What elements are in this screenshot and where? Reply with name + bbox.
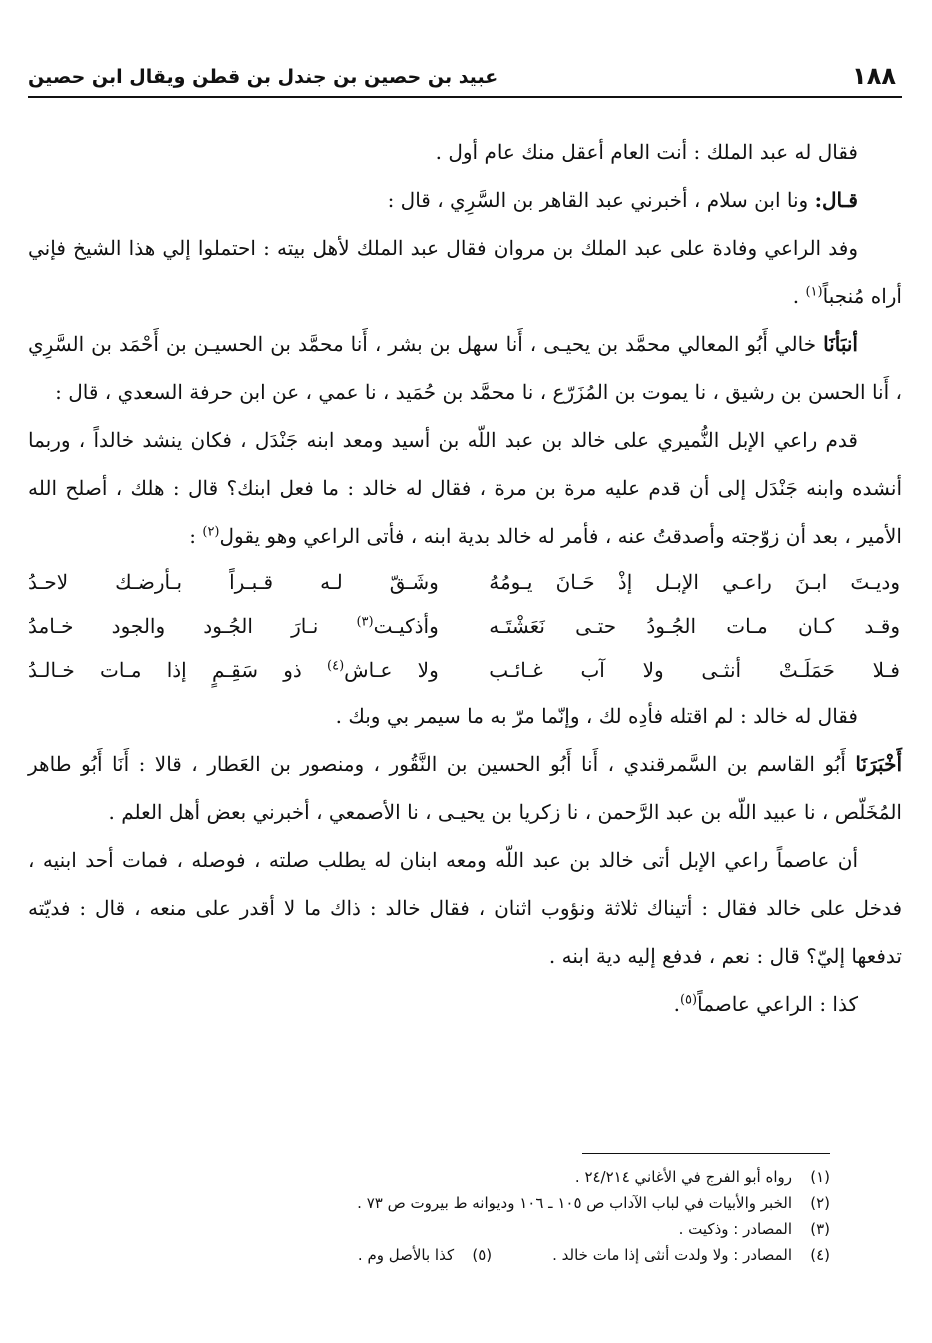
footnote-divider (582, 1153, 830, 1154)
paragraph-text: : (189, 524, 203, 548)
footnote-number: (٣) (810, 1220, 830, 1238)
paragraph (28, 176, 902, 224)
verse-first-hemistich: وقـد كـان مـات الجُـودُ حتـى نَعَشْتَـه (489, 614, 900, 638)
paragraph (28, 836, 902, 980)
paragraph (28, 224, 902, 320)
paragraph-text: خالي أَبُو المعالي محمَّد بن يحيـى ، أَنا سهل بن بشر ، أَنا محمَّد بن الحسيـن بن أَحْمَد بن السَّرِي ، أَنا الحسن بن رشيق ، نا يموت بن المُزَرّع ، نا محمَّد بن حُمَيد ، نا عمي ، عن ابن حرفة السعدي ، قال : (28, 332, 902, 404)
footnote (552, 1242, 830, 1268)
poem-verse (28, 648, 902, 692)
paragraph-text: كذا : الراعي عاصماً (697, 992, 858, 1016)
paragraph-text: قدم راعي الإبل النُّميري على خالد بن عبد اللّه بن أسيد ومعد ابنه جَنْدَل ، فكان ينشد خالداً ، وربما أنشده وابنه جَنْدَل إلى أن قدم عليه مرة بن مرة ، فقال له خالد : ما فعل ابنك؟ قال : هلك ، أصلح الله الأمير ، بعد أن زوّجته وأصدقتُ عنه ، فأمر له خالد بدية ابنه ، فأتى الراعي وهو يقول (28, 428, 902, 548)
narration-lead: أَخْبَرَنَا (855, 752, 902, 776)
footnote-marker: (٢) (202, 524, 220, 540)
footnote (358, 1242, 492, 1268)
footnotes (28, 1164, 830, 1268)
verse-second-hemistich (28, 604, 439, 648)
main-text (28, 128, 902, 1028)
footnote-marker: (٥) (679, 992, 698, 1008)
footnote-row (28, 1242, 830, 1268)
narration-lead: أنبَأنَا (823, 332, 858, 356)
footnote-text: المصادر : وذكيت . (678, 1220, 792, 1238)
verse-first-hemistich: فـلا حَمَلَـتْ أنثـى ولا آب غـائـب (489, 658, 900, 682)
footnote-number: (٤) (810, 1246, 830, 1264)
paragraph (28, 320, 902, 416)
paragraph-text: أَبُو القاسم بن السَّمرقندي ، أَنا أَبُو الحسين بن النَّقُور ، ومنصور بن العَطار ، قالا : أَنَا أَبُو طاهر المُخَلّص ، نا عبيد اللّه بن عبد الرَّحمن ، نا زكريا بن يحيـى ، نا الأصمعي ، أخبرني بعض أهل العلم . (28, 752, 902, 824)
paragraph-text: . (792, 284, 806, 308)
paragraph (28, 128, 902, 176)
paragraph (28, 740, 902, 836)
paragraph-text: . (673, 992, 680, 1016)
footnote-text: رواه أبو الفرج في الأغاني ٢٤/٢١٤ . (574, 1168, 792, 1186)
footnote (28, 1216, 830, 1242)
paragraph-text: فقال له عبد الملك : أنت العام أعقل منك عام أول . (435, 140, 858, 164)
poem-verse (28, 604, 902, 648)
hemistich-text: نـارَ الجُـود والجود خـامدُ (28, 614, 357, 638)
narration-lead: قـال: (814, 188, 858, 212)
footnote (28, 1190, 830, 1216)
hemistich-text: وأذكيـت (373, 614, 439, 638)
poem (28, 560, 902, 692)
verse-second-hemistich: وشَـقّ لـه قـبـراً بـأرضـك لاحـدُ (28, 570, 439, 594)
footnote-marker: (٤) (327, 658, 345, 674)
hemistich-text: ولا عـاش (344, 658, 439, 682)
footnote-number: (٥) (472, 1246, 493, 1264)
paragraph (28, 980, 902, 1028)
page-number: ١٨٨ (852, 62, 896, 90)
hemistich-text: ذو سَقِـمٍ إذا مـات خـالـدُ (28, 658, 328, 682)
footnote (28, 1164, 830, 1190)
footnote-text: الخبر والأبيات في لباب الآداب ص ١٠٥ ـ ١٠٦ وديوانه ط بيروت ص ٧٣ . (357, 1194, 792, 1212)
footnote-number: (٢) (810, 1194, 830, 1212)
footnote-text: كذا بالأصل وم . (357, 1246, 455, 1264)
footnote-number: (١) (810, 1168, 830, 1186)
footnote-marker: (١) (805, 284, 823, 300)
paragraph (28, 692, 902, 740)
paragraph-text: فقال له خالد : لم اقتله فأدِه لك ، وإنّما مرّ به ما سيمر بي وبك . (335, 704, 858, 728)
paragraph-text: وفد الراعي وفادة على عبد الملك بن مروان فقال عبد الملك لأهل بيته : احتملوا إلي هذا الشيخ فإني أراه مُنجباً (28, 236, 902, 308)
paragraph-text: ونا ابن سلام ، أخبرني عبد القاهر بن السَّرِي ، قال : (387, 188, 815, 212)
paragraph-text: أن عاصماً راعي الإبل أتى خالد بن عبد اللّه ومعه ابنان له يطلب صلته ، فوصله ، فمات أحد ابنيه ، فدخل على خالد فقال : أتيناك ثلاثة ونؤوب اثنان ، فقال خالد : ذاك ما لا أقدر على منعه ، قال : فديّته تدفعها إليّ؟ قال : نعم ، فدفع إليه دية ابنه . (28, 848, 902, 968)
poem-verse (28, 560, 902, 604)
footnote-text: المصادر : ولا ولدت أنثى إذا مات خالد . (552, 1246, 792, 1264)
verse-second-hemistich (28, 648, 439, 692)
footnote-marker: (٣) (356, 614, 374, 630)
verse-first-hemistich: وديـتَ ابـنَ راعـي الإبـل إذْ حَـانَ يـومُهُ (489, 570, 900, 594)
running-head: عبيد بن حصين بن جندل بن قطن ويقال ابن حصين (28, 66, 499, 88)
page-header (28, 58, 902, 98)
paragraph (28, 416, 902, 560)
